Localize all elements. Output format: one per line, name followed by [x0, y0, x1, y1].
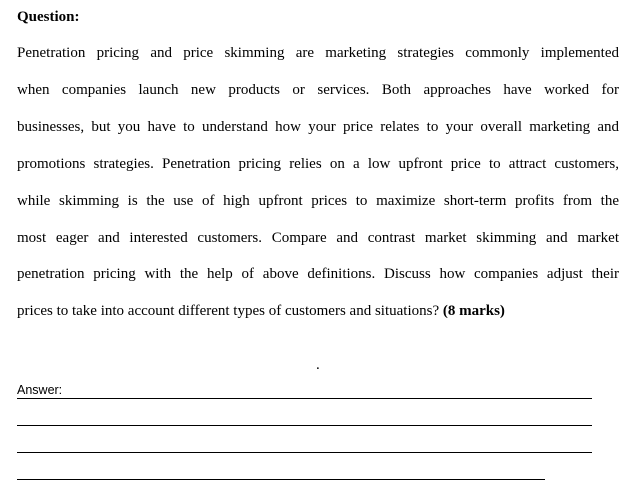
answer-line-3[interactable] — [17, 452, 592, 453]
answer-line-2[interactable] — [17, 425, 592, 426]
question-line-6: most eager and interested customers. Compare and contrast market skimming and market — [17, 230, 619, 246]
question-line-4: promotions strategies. Penetration pricing relies on a low upfront price to attract customers, — [17, 156, 619, 172]
marks-label: (8 marks) — [442, 303, 505, 319]
question-line-5: while skimming is the use of high upfront prices to maximize short-term profits from the — [17, 193, 619, 209]
question-line-3: businesses, but you have to understand how your price relates to your overall marketing and — [17, 119, 619, 135]
answer-line-1[interactable] — [17, 398, 592, 399]
question-heading: Question: — [17, 9, 80, 25]
question-line-8 — [17, 301, 619, 321]
answer-line-4[interactable] — [17, 479, 545, 480]
answer-label: Answer: — [17, 383, 63, 397]
separator-dot: . — [316, 357, 320, 373]
question-line-1: Penetration pricing and price skimming are marketing strategies commonly implemented — [17, 45, 619, 61]
question-line-2: when companies launch new products or services. Both approaches have worked for — [17, 82, 619, 98]
question-line-8-text: prices to take into account different types of customers and situations? — [17, 303, 443, 319]
question-line-7: penetration pricing with the help of above definitions. Discuss how companies adjust their — [17, 266, 619, 282]
